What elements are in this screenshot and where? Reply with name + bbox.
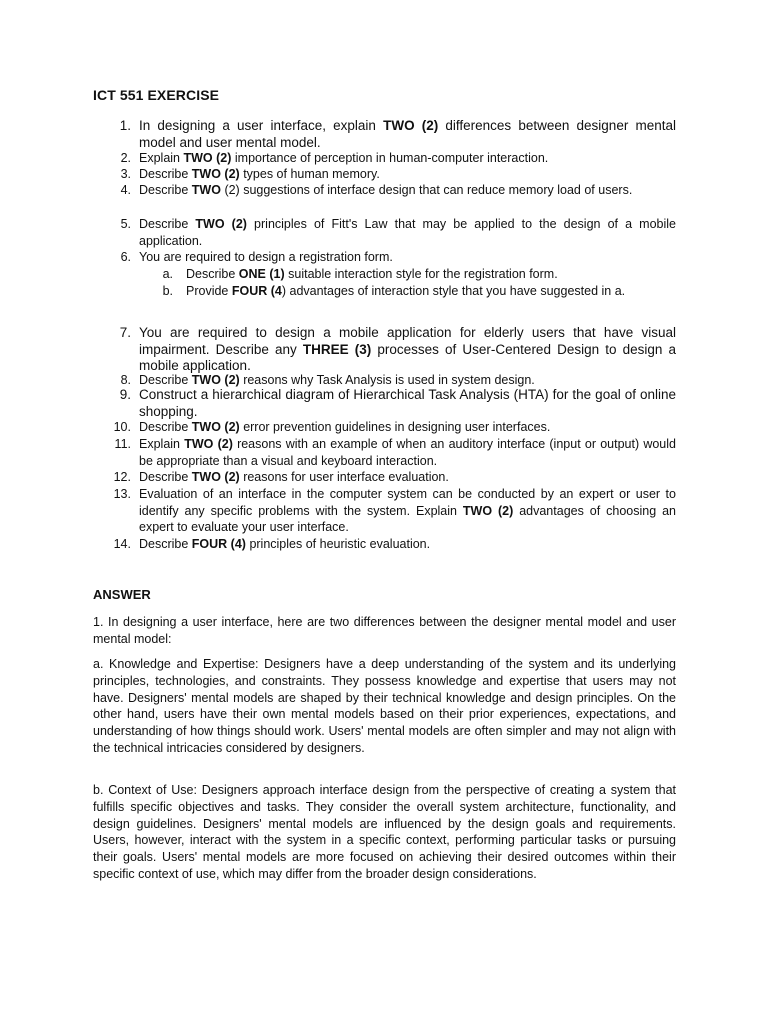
answer-paragraph-a: a. Knowledge and Expertise: Designers have a deep understanding of the system and its underlying principles, technologies, and constraints. They possess knowledge and expertise that users may not have. Designers' mental models are shaped by their technical knowledge and design principles. On the other hand, users have their own mental models based on their prior experiences, expectations, and understanding of how things should work. Users' mental models are often simpler and may not align with the technical intricacies considered by designers. [93,657,676,755]
question-7: 7. You are required to design a mobile application for elderly users that have visual impairment. Describe any THREE (3) processes of User-Centered Design to design a mobile application. [93,325,676,375]
question-4: 4. Describe TWO (2) suggestions of interface design that can reduce memory load of users. [93,182,676,199]
answer-paragraph-b: b. Context of Use: Designers approach interface design from the perspective of creating a system that fulfills specific objectives and tasks. They consider the overall system architecture, functionality, and design guidelines. Designers' mental models are influenced by the design goals and requirements. Users, however, interact with the system in a specific context, performing particular tasks or pursuing their goals. Users' mental models are more focused on achieving their desired outcomes within their specific context of use, which may differ from the broader design considerations. [93,783,676,881]
question-number: 1. [119,118,131,133]
question-8: 8. Describe TWO (2) reasons why Task Analysis is used in system design. [93,372,676,389]
subquestion-letter: a. [162,267,173,281]
question-2: 2. Explain TWO (2) importance of perception in human-computer interaction. [93,150,676,167]
question-number: 10. [113,420,131,434]
question-1: 1. In designing a user interface, explain TWO (2) differences between designer mental model and user mental model. [93,118,676,151]
question-14: 14. Describe FOUR (4) principles of heuristic evaluation. [93,536,676,553]
answer-heading: ANSWER [93,587,151,602]
question-number: 7. [119,325,131,340]
question-12: 12. Describe TWO (2) reasons for user interface evaluation. [93,469,676,486]
answer-intro: 1. In designing a user interface, here are two differences between the designer mental model and user mental model: [93,615,676,646]
question-number: 6. [120,250,131,264]
question-10: 10. Describe TWO (2) error prevention guidelines in designing user interfaces. [93,419,676,436]
question-number: 14. [113,537,131,551]
subquestion-letter: b. [162,284,173,298]
question-5: 5. Describe TWO (2) principles of Fitt's Law that may be applied to the design of a mobile application. [93,216,676,249]
question-number: 8. [120,373,131,387]
question-6: 6. You are required to design a registration form. [93,249,676,266]
question-9: 9. Construct a hierarchical diagram of Hierarchical Task Analysis (HTA) for the goal of online shopping. [93,387,676,420]
question-number: 9. [119,387,131,402]
question-number: 3. [120,167,131,181]
question-number: 12. [113,470,131,484]
question-3: 3. Describe TWO (2) types of human memory. [93,166,676,183]
question-number: 5. [120,217,131,231]
question-number: 13. [113,487,131,501]
subquestion-a: a. Describe ONE (1) suitable interaction style for the registration form. [160,266,676,283]
subquestion-b: b. Provide FOUR (4) advantages of interaction style that you have suggested in a. [160,283,676,300]
question-number: 11. [114,437,131,451]
question-11: 11. Explain TWO (2) reasons with an example of when an auditory interface (input or output) would be appropriate than a visual and keyboard interaction. [93,436,676,469]
question-number: 4. [120,183,131,197]
question-number: 2. [120,151,131,165]
document-title: ICT 551 EXERCISE [93,87,220,103]
question-13: 13. Evaluation of an interface in the computer system can be conducted by an expert or user to identify any specific problems with the system. Explain TWO (2) advantages of choosing an expert to evaluate your user interface. [93,486,676,536]
